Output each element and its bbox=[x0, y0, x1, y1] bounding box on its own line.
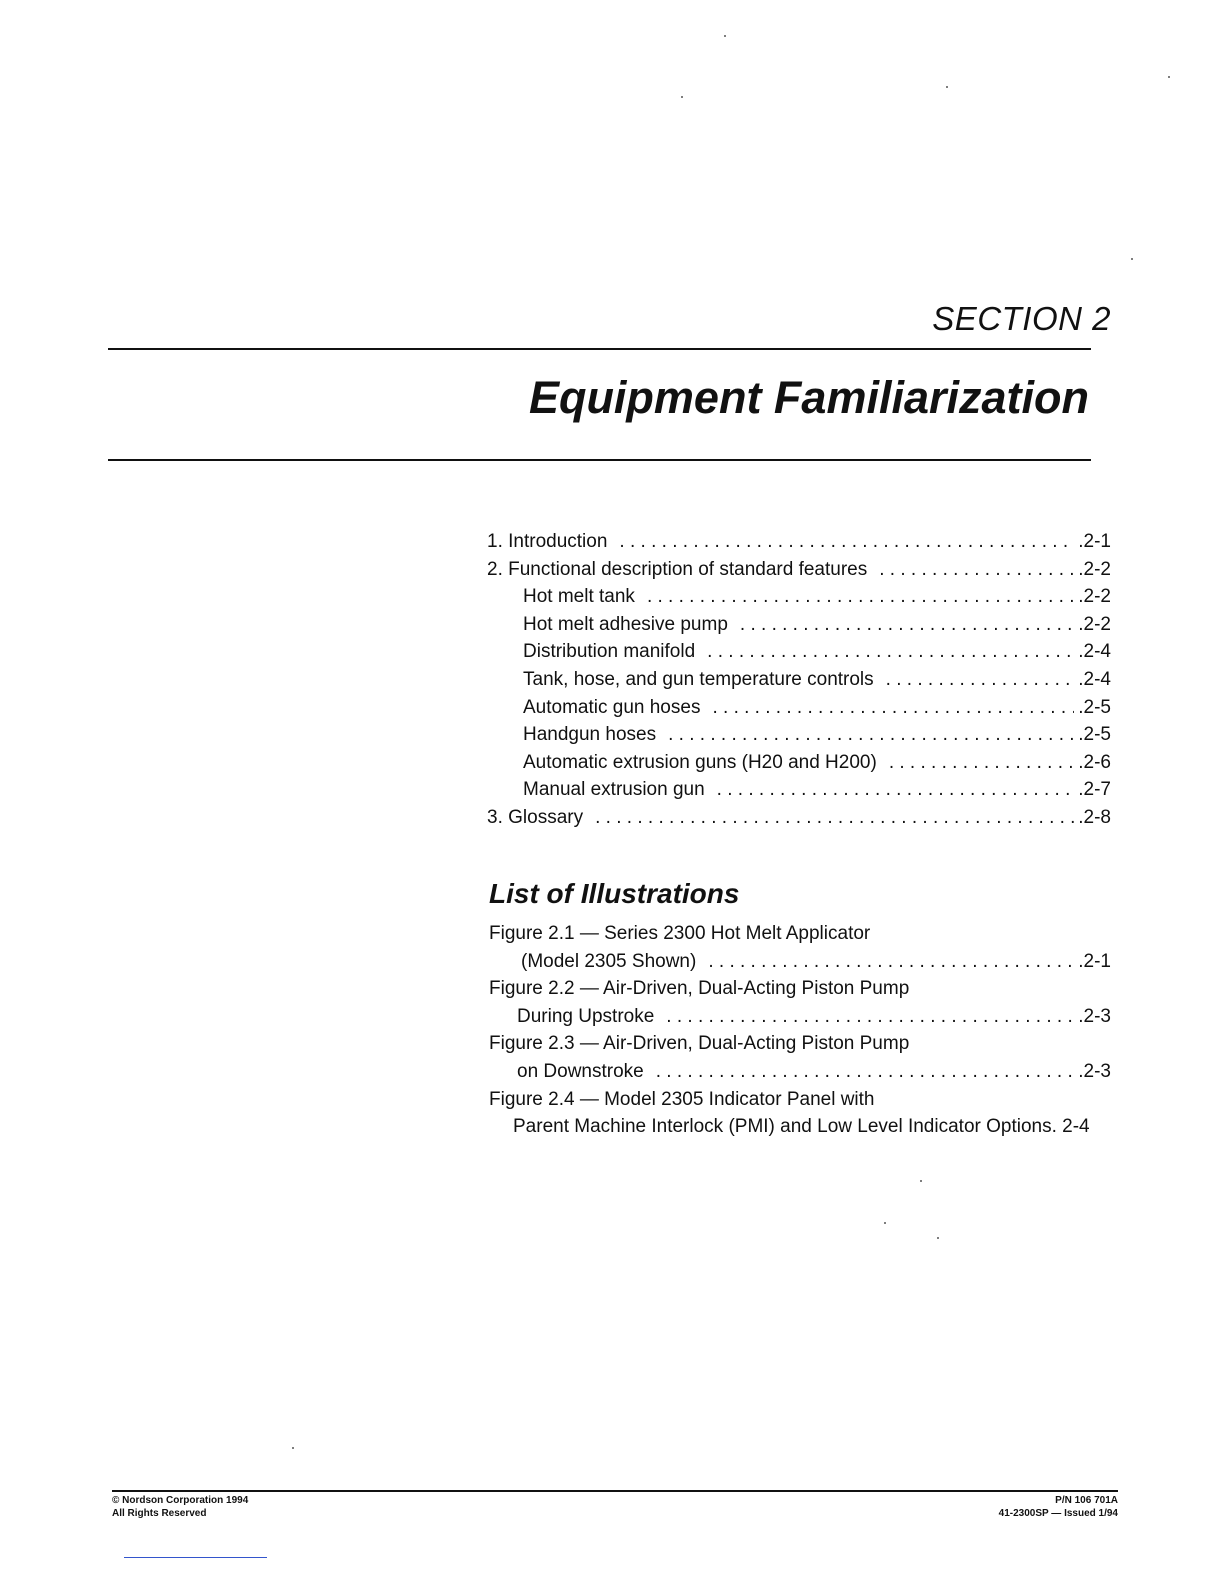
toc-entry-adhesive-pump[interactable] bbox=[487, 611, 1111, 639]
toc-entry-label: 3. Glossary bbox=[487, 806, 584, 828]
issue-info: 41-2300SP — Issued 1/94 bbox=[998, 1508, 1118, 1519]
dot-leader bbox=[708, 948, 1074, 976]
top-rule bbox=[108, 348, 1091, 350]
toc-entry-page: .2-1 bbox=[1078, 531, 1111, 552]
figure-entry-2-2[interactable] bbox=[489, 975, 1111, 1030]
figure-caption-line2: on Downstroke bbox=[517, 1060, 644, 1082]
toc-entry-handgun-hoses[interactable] bbox=[487, 721, 1111, 749]
toc-entry-label: Manual extrusion gun bbox=[523, 779, 705, 801]
toc-entry-page: .2-8 bbox=[1078, 806, 1111, 828]
toc-entry-label: 1. Introduction bbox=[487, 531, 608, 552]
figure-entry-2-1[interactable] bbox=[489, 920, 1111, 975]
scan-speck bbox=[681, 96, 683, 98]
toc-entry-page: .2-7 bbox=[1078, 779, 1111, 801]
toc-entry-page: .2-2 bbox=[1078, 613, 1111, 635]
toc-entry-page: .2-4 bbox=[1078, 641, 1111, 663]
figure-caption-continuation bbox=[489, 1058, 1111, 1086]
list-of-illustrations bbox=[489, 920, 1111, 1141]
scan-speck bbox=[937, 1237, 939, 1239]
scan-speck bbox=[724, 35, 726, 37]
toc-entry-hot-melt-tank[interactable] bbox=[487, 583, 1111, 611]
toc-entry-functional-description[interactable] bbox=[487, 556, 1111, 584]
toc-entry-page: .2-4 bbox=[1078, 668, 1111, 690]
figure-caption-continuation bbox=[489, 1113, 1111, 1141]
toc-entry-page: .2-2 bbox=[1078, 586, 1111, 608]
toc-entry-label: Handgun hoses bbox=[523, 724, 657, 746]
toc-entry-distribution-manifold[interactable] bbox=[487, 638, 1111, 666]
figure-caption: Figure 2.4 — Model 2305 Indicator Panel with bbox=[489, 1088, 875, 1110]
toc-entry-label: Hot melt adhesive pump bbox=[523, 613, 728, 635]
part-number: P/N 106 701A bbox=[1055, 1495, 1118, 1506]
toc-entry-manual-extrusion-gun[interactable] bbox=[487, 776, 1111, 804]
toc-entry-introduction[interactable] bbox=[487, 528, 1111, 556]
figure-caption: Figure 2.1 — Series 2300 Hot Melt Applicator bbox=[489, 923, 871, 944]
footer-left bbox=[112, 1494, 248, 1520]
toc-entry-label: Hot melt tank bbox=[523, 586, 635, 608]
dot-leader bbox=[712, 694, 1074, 722]
figure-caption: Figure 2.3 — Air-Driven, Dual-Acting Piston Pump bbox=[489, 1033, 910, 1055]
dot-leader bbox=[889, 749, 1074, 777]
scan-speck bbox=[920, 1180, 922, 1182]
figure-caption-line2: (Model 2305 Shown) bbox=[521, 950, 697, 972]
section-label: SECTION 2 bbox=[932, 300, 1111, 337]
dot-leader bbox=[619, 528, 1074, 556]
toc-entry-automatic-extrusion-guns[interactable] bbox=[487, 749, 1111, 777]
rights-text: All Rights Reserved bbox=[112, 1508, 207, 1519]
title-rule bbox=[108, 459, 1091, 461]
figure-caption-line2: During Upstroke bbox=[517, 1005, 655, 1027]
toc-entry-label: Distribution manifold bbox=[523, 641, 696, 663]
footer-right bbox=[999, 1494, 1118, 1520]
dot-leader bbox=[595, 804, 1074, 832]
scan-speck bbox=[292, 1447, 294, 1449]
dot-leader bbox=[647, 583, 1074, 611]
scan-speck bbox=[1168, 76, 1170, 78]
dot-leader bbox=[886, 666, 1075, 694]
toc-entry-label: Automatic extrusion guns (H20 and H200) bbox=[523, 751, 877, 773]
bottom-link-underline bbox=[124, 1557, 267, 1558]
dot-leader bbox=[879, 556, 1074, 584]
scan-speck bbox=[1131, 258, 1133, 260]
figure-page: .2-1 bbox=[1078, 950, 1111, 972]
toc-entry-page: .2-6 bbox=[1078, 751, 1111, 773]
toc-entry-automatic-gun-hoses[interactable] bbox=[487, 694, 1111, 722]
dot-leader bbox=[717, 776, 1075, 804]
dot-leader bbox=[666, 1003, 1074, 1031]
page-title: Equipment Familiarization bbox=[528, 372, 1089, 423]
table-of-contents bbox=[487, 528, 1111, 832]
scan-speck bbox=[946, 86, 948, 88]
figure-caption-continuation bbox=[489, 948, 1111, 976]
copyright-text: © Nordson Corporation 1994 bbox=[112, 1495, 249, 1506]
toc-entry-label: Automatic gun hoses bbox=[523, 696, 701, 718]
dot-leader bbox=[740, 611, 1074, 639]
dot-leader bbox=[656, 1058, 1075, 1086]
list-of-illustrations-heading: List of Illustrations bbox=[489, 878, 740, 909]
dot-leader bbox=[668, 721, 1074, 749]
toc-entry-temperature-controls[interactable] bbox=[487, 666, 1111, 694]
figure-entry-2-4[interactable] bbox=[489, 1086, 1111, 1141]
dot-leader bbox=[707, 638, 1074, 666]
toc-entry-page: .2-5 bbox=[1078, 696, 1111, 718]
figure-caption: Figure 2.2 — Air-Driven, Dual-Acting Piston Pump bbox=[489, 978, 910, 1000]
figure-entry-2-3[interactable] bbox=[489, 1030, 1111, 1085]
scan-speck bbox=[884, 1222, 886, 1224]
toc-entry-label: Tank, hose, and gun temperature controls bbox=[523, 668, 874, 690]
figure-caption-continuation bbox=[489, 1003, 1111, 1031]
toc-entry-page: .2-5 bbox=[1078, 724, 1111, 746]
figure-page: .2-3 bbox=[1078, 1005, 1111, 1027]
figure-page: .2-3 bbox=[1078, 1060, 1111, 1082]
toc-entry-label: 2. Functional description of standard features bbox=[487, 558, 868, 580]
figure-caption-line2: Parent Machine Interlock (PMI) and Low Level Indicator Options. 2-4 bbox=[513, 1116, 1090, 1138]
toc-entry-glossary[interactable] bbox=[487, 804, 1111, 832]
toc-entry-page: .2-2 bbox=[1078, 558, 1111, 580]
footer-rule bbox=[112, 1490, 1118, 1492]
